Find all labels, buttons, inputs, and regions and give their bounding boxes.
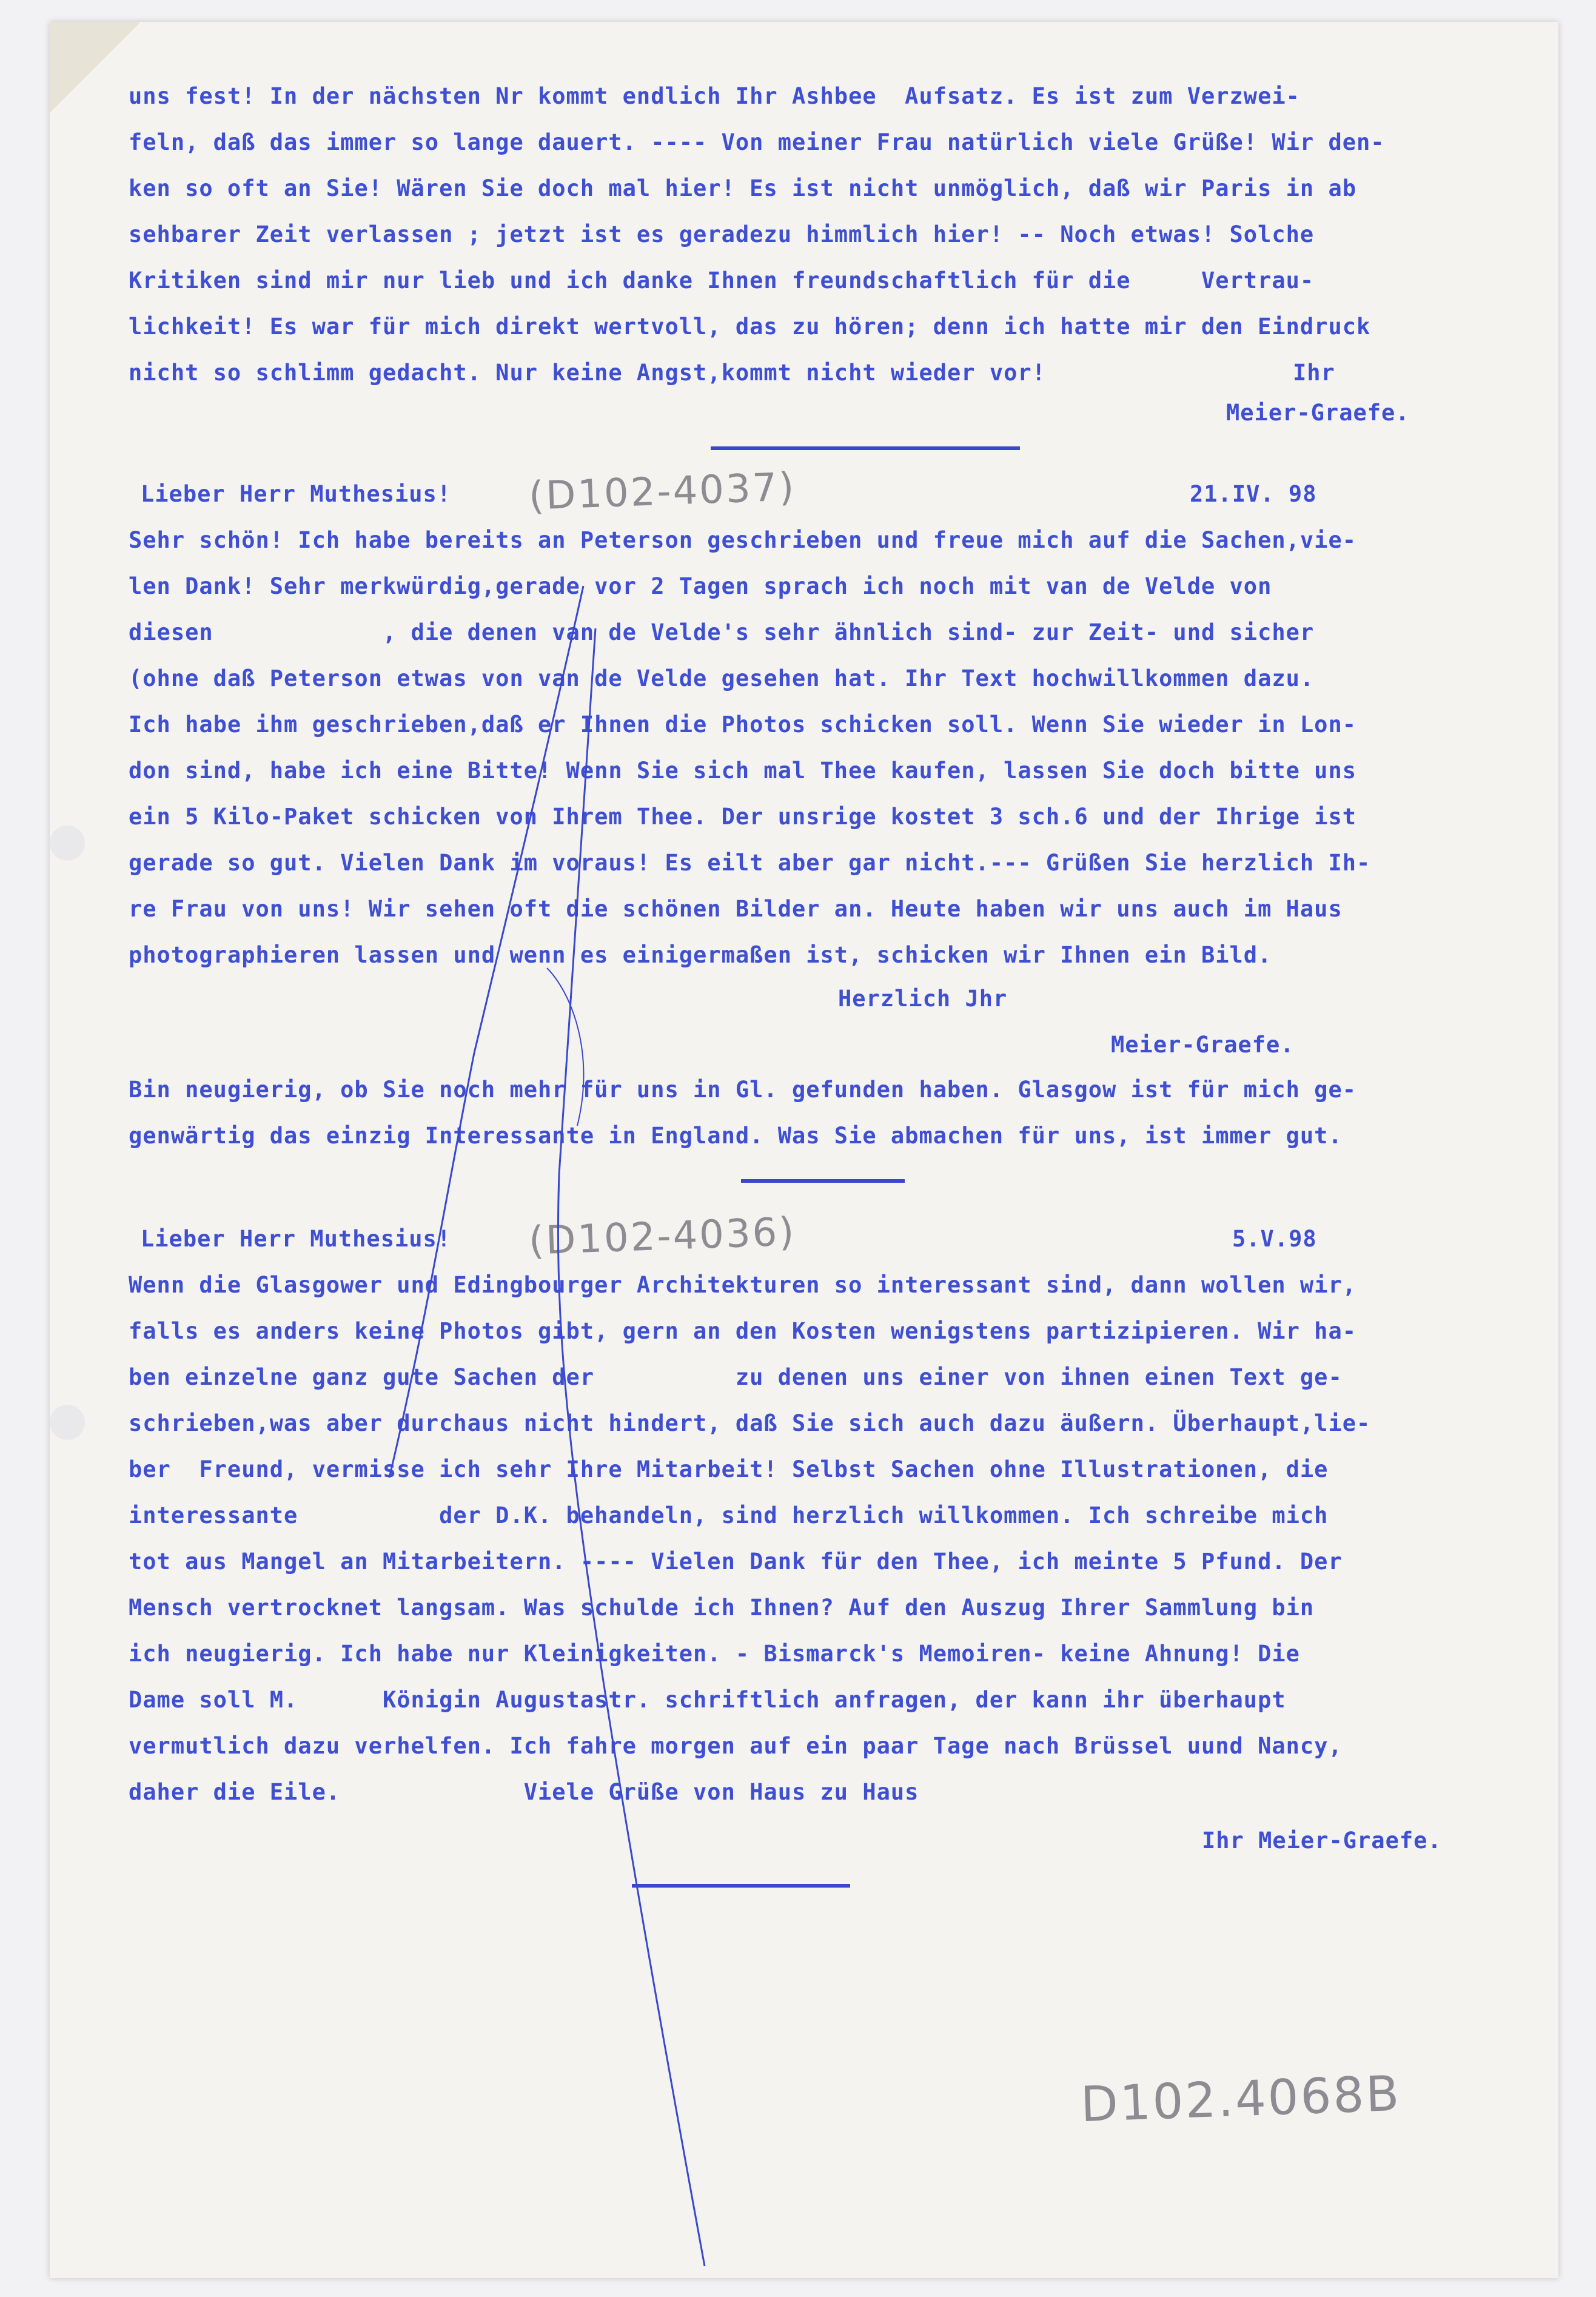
text-line: photographieren lassen und wenn es einigermaßen ist, schicken wir Ihnen ein Bild. xyxy=(129,942,1272,968)
text-line: interessante der D.K. behandeln, sind herzlich willkommen. Ich schreibe mich xyxy=(129,1502,1329,1529)
letter-divider xyxy=(741,1179,905,1183)
text-line: Ich habe ihm geschrieben,daß er Ihnen die Photos schicken soll. Wenn Sie wieder in Lon- xyxy=(129,711,1357,738)
letter-date: 21.IV. 98 xyxy=(1190,481,1317,507)
text-line: genwärtig das einzig Interessante in England. Was Sie abmachen für uns, ist immer gut. xyxy=(129,1123,1343,1149)
salutation: Lieber Herr Muthesius! xyxy=(141,481,452,507)
text-line: diesen , die denen van de Velde's sehr ähnlich sind- zur Zeit- und sicher xyxy=(129,619,1315,645)
archive-number-bottom: D102.4068B xyxy=(1079,2065,1402,2133)
folded-corner xyxy=(50,22,141,113)
letter-date: 5.V.98 xyxy=(1232,1226,1317,1252)
text-line: tot aus Mangel an Mitarbeitern. ---- Vielen Dank für den Thee, ich meinte 5 Pfund. Der xyxy=(129,1549,1343,1575)
letter-divider xyxy=(711,446,1020,450)
text-line: daher die Eile. Viele Grüße von Haus zu Haus xyxy=(129,1779,919,1805)
text-line: ein 5 Kilo-Paket schicken von Ihrem Thee. Der unsrige kostet 3 sch.6 und der Ihrige ist xyxy=(129,804,1357,830)
text-line: gerade so gut. Vielen Dank im voraus! Es eilt aber gar nicht.--- Grüßen Sie herzlich Ih- xyxy=(129,850,1371,876)
text-line: Dame soll M. Königin Augustastr. schriftlich anfragen, der kann ihr überhaupt xyxy=(129,1687,1286,1713)
archive-number: (D102-4036) xyxy=(528,1209,797,1264)
closing: Herzlich Jhr xyxy=(838,986,1008,1012)
punch-hole xyxy=(50,1405,85,1440)
text-line: feln, daß das immer so lange dauert. ---- Von meiner Frau natürlich viele Grüße! Wir den- xyxy=(129,129,1385,155)
text-line: ber Freund, vermisse ich sehr Ihre Mitarbeit! Selbst Sachen ohne Illustrationen, die xyxy=(129,1456,1329,1482)
text-line: sehbarer Zeit verlassen ; jetzt ist es geradezu himmlich hier! -- Noch etwas! Solche xyxy=(129,221,1315,247)
signature-name: Meier-Graefe. xyxy=(1111,1032,1295,1058)
text-line: schrieben,was aber durchaus nicht hindert, daß Sie sich auch dazu äußern. Überhaupt,lie- xyxy=(129,1410,1371,1436)
letter-sheet xyxy=(50,22,1558,2278)
text-line: ben einzelne ganz gute Sachen der zu denen uns einer von ihnen einen Text ge- xyxy=(129,1364,1343,1390)
text-line: ich neugierig. Ich habe nur Kleinigkeiten. - Bismarck's Memoiren- keine Ahnung! Die xyxy=(129,1641,1300,1667)
archive-number: (D102-4037) xyxy=(528,465,797,519)
text-line: uns fest! In der nächsten Nr kommt endlich Ihr Ashbee Aufsatz. Es ist zum Verzwei- xyxy=(129,83,1300,109)
text-line: don sind, habe ich eine Bitte! Wenn Sie sich mal Thee kaufen, lassen Sie doch bitte uns xyxy=(129,758,1357,784)
text-line: nicht so schlimm gedacht. Nur keine Angst,kommt nicht wieder vor! xyxy=(129,360,1046,386)
letter-divider xyxy=(632,1884,850,1888)
signature-ihr: Ihr xyxy=(1293,360,1335,386)
text-line: Mensch vertrocknet langsam. Was schulde ich Ihnen? Auf den Auszug Ihrer Sammlung bin xyxy=(129,1595,1315,1621)
punch-hole xyxy=(50,826,85,861)
text-line: ken so oft an Sie! Wären Sie doch mal hier! Es ist nicht unmöglich, daß wir Paris in ab xyxy=(129,175,1357,201)
text-line: Kritiken sind mir nur lieb und ich danke Ihnen freundschaftlich für die Vertrau- xyxy=(129,267,1315,294)
text-line: vermutlich dazu verhelfen. Ich fahre morgen auf ein paar Tage nach Brüssel uund Nancy, xyxy=(129,1733,1343,1759)
text-line: Bin neugierig, ob Sie noch mehr für uns in Gl. gefunden haben. Glasgow ist für mich ge- xyxy=(129,1077,1357,1103)
text-line: falls es anders keine Photos gibt, gern an den Kosten wenigstens partizipieren. Wir ha- xyxy=(129,1318,1357,1344)
text-line: lichkeit! Es war für mich direkt wertvoll, das zu hören; denn ich hatte mir den Eindruck xyxy=(129,314,1371,340)
text-line: (ohne daß Peterson etwas von van de Velde gesehen hat. Ihr Text hochwillkommen dazu. xyxy=(129,665,1315,691)
text-line: Wenn die Glasgower und Edingbourger Architekturen so interessant sind, dann wollen wir, xyxy=(129,1272,1357,1298)
signature-name: Meier-Graefe. xyxy=(1226,400,1410,426)
text-line: len Dank! Sehr merkwürdig,gerade vor 2 Tagen sprach ich noch mit van de Velde von xyxy=(129,573,1272,599)
text-line: Sehr schön! Ich habe bereits an Peterson geschrieben und freue mich auf die Sachen,vie- xyxy=(129,527,1357,553)
signature-name: Ihr Meier-Graefe. xyxy=(1202,1828,1442,1854)
salutation: Lieber Herr Muthesius! xyxy=(141,1226,452,1252)
text-line: re Frau von uns! Wir sehen oft die schönen Bilder an. Heute haben wir uns auch im Haus xyxy=(129,896,1343,922)
